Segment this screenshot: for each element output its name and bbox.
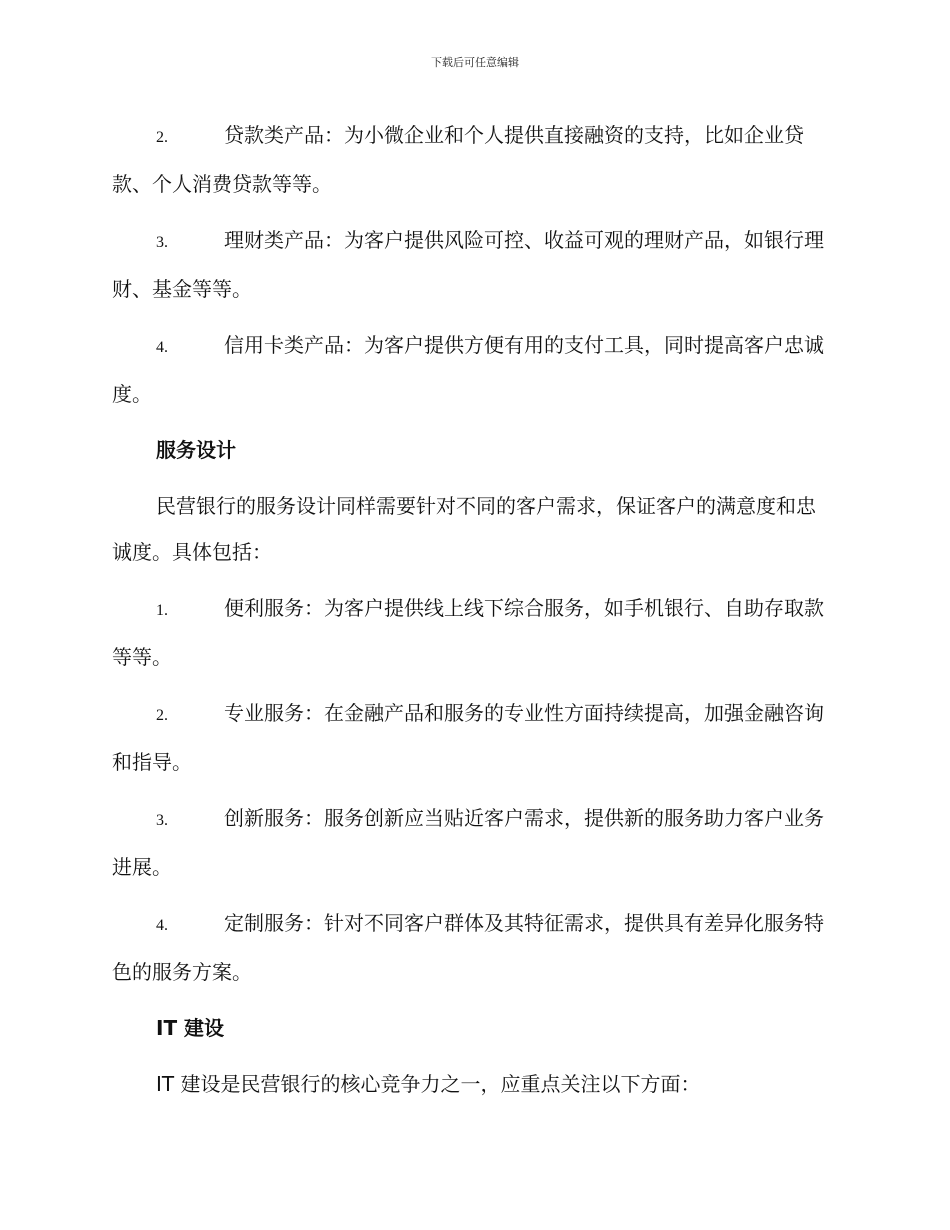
list-item-number: 2. [156,129,168,146]
section-heading-it: IT 建设 [156,1016,225,1040]
list-item [112,795,834,890]
list-item-text: 定制服务：针对不同客户群体及其特征需求，提供具有差异化服务特色的服务方案。 [112,911,824,984]
list-item-number: 2. [156,707,168,724]
list-item [112,112,834,207]
list-item-text: 信用卡类产品：为客户提供方便有用的支付工具，同时提高客户忠诚度。 [112,333,824,406]
it-intro-paragraph: IT 建设是民营银行的核心竞争力之一，应重点关注以下方面： [156,1072,701,1096]
list-item-text: 专业服务：在金融产品和服务的专业性方面持续提高，加强金融咨询和指导。 [112,701,824,774]
list-item-text: 理财类产品：为客户提供风险可控、收益可观的理财产品，如银行理财、基金等等。 [112,228,824,301]
list-item-number: 4. [156,339,168,356]
section-heading-service: 服务设计 [156,438,236,462]
list-item-text: 便利服务：为客户提供线上线下综合服务，如手机银行、自助存取款等等。 [112,596,824,669]
list-item-number: 3. [156,812,168,829]
list-item-number: 4. [156,917,168,934]
list-item-text: 贷款类产品：为小微企业和个人提供直接融资的支持，比如企业贷款、个人消费贷款等等。 [112,123,804,196]
list-item [112,900,834,995]
document-body [112,112,834,1117]
list-item [112,690,834,785]
list-item-number: 1. [156,602,168,619]
list-item-text: 创新服务：服务创新应当贴近客户需求，提供新的服务助力客户业务进展。 [112,806,824,879]
list-item [112,217,834,312]
header-note: 下载后可任意编辑 [431,56,519,69]
list-item [112,322,834,417]
list-item-number: 3. [156,234,168,251]
service-intro-paragraph: 民营银行的服务设计同样需要针对不同的客户需求，保证客户的满意度和忠诚度。具体包括： [112,494,816,564]
list-item [112,585,834,680]
